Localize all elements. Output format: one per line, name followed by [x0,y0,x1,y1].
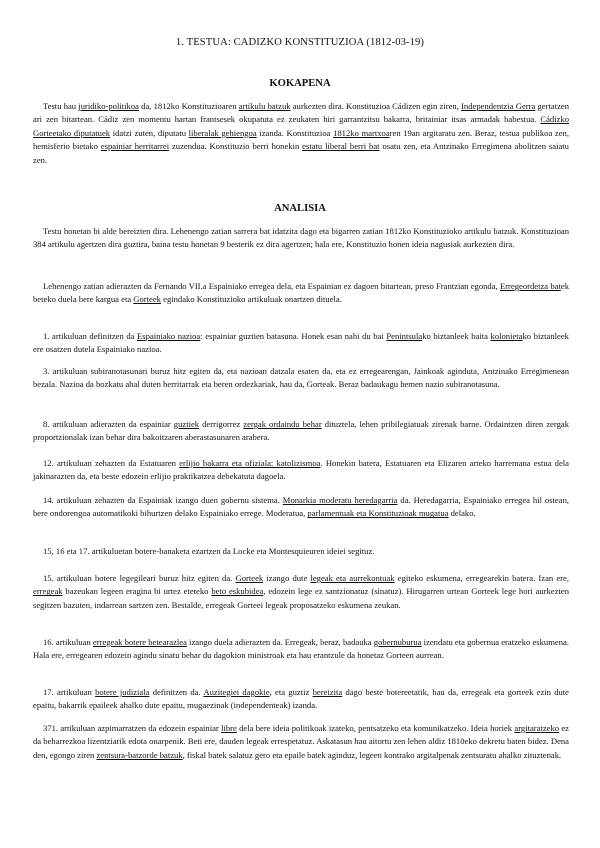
underlined-text: beto eskubidea [211,586,264,597]
text-run: 14. artikuluan zehazten da Espainiak izango duen gobernu sistema. [43,495,283,505]
underlined-text: erregeak botere betearazlea [92,637,187,647]
text-run: ren 19an argitaratu zen. Beraz, testua publikoa zen, hemisferio bietako [33,127,570,152]
underlined-text: botere judiziala [95,687,150,697]
paragraph [33,280,569,307]
underlined-text: Independentzia Gerra [461,101,536,111]
underlined-text: erregeak [33,586,63,597]
underlined-text: argitaratzeko [514,723,560,733]
underlined-text: espainiar herritarrei [100,141,170,152]
text-run: . Honekin batera, Estatuaren eta Elizaren arteko harremana estua dela jakinarazten da, eta beste edozein erlijio praktikatzea debekatuta dagoela. [33,458,569,482]
underlined-text: Espainiako nazioa [137,331,201,341]
section-heading-analisia: ANALISIA [274,203,326,214]
text-run: Lehenengo zatian adierazten da Fernando VII.a Espainiako erregea dela, eta Espainian ez dagoen bitartean, preso Frantzian egonda, [43,281,500,291]
text-run: 1. artikuluan definitzen da [43,331,138,341]
text-run: zuzendua. Konstituzio berri honekin [169,141,303,152]
text-run: 371. artikuluan azpimarratzen da edozein espainiar [43,723,222,733]
underlined-text: guztiek [173,419,200,429]
paragraph [33,365,569,392]
underlined-text: Gorteek [133,294,161,305]
text-run: , eta guztiz [269,687,313,697]
underlined-text: bereizita [312,687,343,697]
text-run: izango duela adierazten da. Erregeak, beraz, badauka [186,637,374,647]
underlined-text: Erregeordetza bat [499,281,561,291]
paragraph [33,457,569,484]
paragraph [33,100,569,167]
text-run: 16. artikuluan [43,637,93,647]
text-run: 15. artikuluan botere legegileari buruz hitz egiten da. [43,573,236,583]
text-run: ek beteko duela bere kargua eta [33,281,569,305]
text-run: izango dute [263,573,311,583]
underlined-text: artikulu batzuk [238,101,291,111]
underlined-text: liberalak gehiengoa [188,127,257,138]
paragraph [33,636,569,663]
text-run: 15, 16 eta 17. artikuluetan botere-banaketa ezartzen da Locke eta Montesquieuren ideiei segituz. [43,546,375,556]
text-run: gertatzen ari zen bitartean. Cádiz zen momentu hartan frantsesek okupatuta ez zeukaten hiri garrantzitsu bakarra, britainiar itsas armadak babestua. [33,101,570,125]
text-run: aurkezten dira. Konstituzioa Cádizen egin ziren, [290,101,462,111]
underlined-text: libre [221,723,237,733]
paragraph [33,722,569,762]
text-run: 8. artikuluan adierazten da espainiar [43,419,174,429]
paragraph [33,545,569,558]
text-run: ez da beharrezkoa lizentziarik edota onarpenik. Beti ere, dauden legeak errespetatuz. Askatasun hau aitortu zen lehen aldiz 1810eko dekretu baten bidez. Dena den, egongo ziren [33,723,569,760]
text-run: : espainiar guztien batasuna. Honek esan nahi du bai [200,331,387,341]
text-run: ko biztanleek ere osatzen dutela Espainiako nazioa. [33,331,569,355]
underlined-text: Gorteek [235,573,264,583]
text-run: , edozein lege ez santzionatuz (sinatuz). Hirugarren urtean Gorteek lege hori aurkezten segitzen bazuten, indarrean sartzen zen. Bestalde, erregeak Gorteei legeak proposatzeko eskumena zeukan. [33,586,570,610]
underlined-text: zergak ordaindu behar [243,419,322,429]
underlined-text: Monarkia moderatu heredagarria [282,495,398,505]
text-run: egiteko eskumena, erregearekin batera. Izan ere, [394,573,570,583]
paragraph [33,686,569,713]
text-run: dituztela, lehen pribilegiatuak zirenak barne. Ordaintzen diren zergak proportzionalak izan behar dira bakoitzaren aberastasunaren arabera. [33,419,569,443]
document-title: 1. TESTUA: CADIZKO KONSTITUZIOA (1812-03-19) [175,37,425,48]
text-run: izendatu eta gobernua eratzeko eskumena. Hala ere, erregearen edozein agindu sinatu behar du dagokion ministroak eta hau erantzule da honetaz Gorteen aurrean. [33,637,569,661]
underlined-text: Auzitegiei dagokie [203,687,270,697]
underlined-text: Cádizko Gorteetako diputatuek [33,114,569,138]
underlined-text: gobernuburua [373,637,422,647]
text-run: ko biztanleek baita [422,331,491,341]
paragraph [33,225,569,252]
underlined-text: juridiko-politikoa [78,101,139,111]
underlined-text: Penintsula [386,331,423,341]
text-run: osatu zen, eta Antzinako Erregimena abolitzen saiatu zen. [33,141,569,165]
underlined-text: estatu liberal berri bat [302,141,380,152]
text-run: , fiskal batek salatuz gero eta epaile batek aginduz, legeen kontrako argitalpenak zentsuratu ahalko zituztenak. [182,749,562,760]
text-run: egindako Konstituzioko artikuluak onartzen dituela. [160,294,342,305]
underlined-text: legeak eta aurrekontuak [310,573,395,583]
text-run: dago beste botereetatik, hau da, erregeak eta gorteek ezin dute epaitu, bakarrik epaileek ahalko dute epaitu, mugaezinak (independenteak) izanda. [33,687,569,711]
text-run: bazeukan legeen eragina bi urtez eteteko [62,586,212,597]
text-run: derrigorrez [199,419,244,429]
paragraph [33,418,569,445]
paragraph [33,494,569,521]
text-run: idatzi zuten, diputatu [110,127,189,138]
underlined-text: parlamentuak eta Konstituzioak mugatua [307,508,449,519]
text-run: 3. artikuluan subiranotasunari buruz hitz egiten da, eta nazioan datzala esaten da, eta ez erregearengan, Jainkoak aginduta, Antzinako Erregimenean bezala. Nazioa da bozkatu ahal duten herritarrak eta beren ordezkariak, hau da, Gorteak. Beraz badaukagu hemen nazio subiranotasuna. [33,366,569,390]
paragraph [33,330,569,357]
paragraph [33,572,569,612]
text-run: 12. artikuluan zehazten da Estatuaren [43,458,180,468]
underlined-text: 1812ko martxoa [333,127,390,138]
text-run: Testu hau [43,101,79,111]
text-run: 17. artikuluan [43,687,96,697]
text-run: da, 1812ko Konstituzioaren [138,101,239,111]
text-run: izanda. Konstituzioa [256,127,334,138]
section-heading-kokapena: KOKAPENA [269,78,331,89]
underlined-text: kolonieta [490,331,523,341]
underlined-text: zentsura-batzorde batzuk [96,749,183,760]
text-run: dela bere ideia politikoak izateko, pentsatzeko eta komunikatzeko. Ideia horiek [236,723,515,733]
text-run: delako. [448,508,476,519]
text-run: da. Heredagarria, Espainiako erregea hil ostean, bere ondorengoa automatikoki bihurtzen delako Espainiako errege. Moderatua, [33,495,570,519]
text-run: definitzen da. [149,687,204,697]
underlined-text: erlijio bakarra eta ofiziala: katolizismoa [179,458,321,468]
text-run: Testu honetan bi alde bereizten dira. Lehenengo zatian sarrera bat idatzita dago eta bigarren zatian 1812ko Konstituzioko artikulu batzuk. Konstituzioan 384 artikulu agertzen dira guztira, baina testu honetan 9 besterik ez dira agertzen; hala ere, Konstituzio honen ideia nagusiak aurkezten dira. [33,226,569,250]
